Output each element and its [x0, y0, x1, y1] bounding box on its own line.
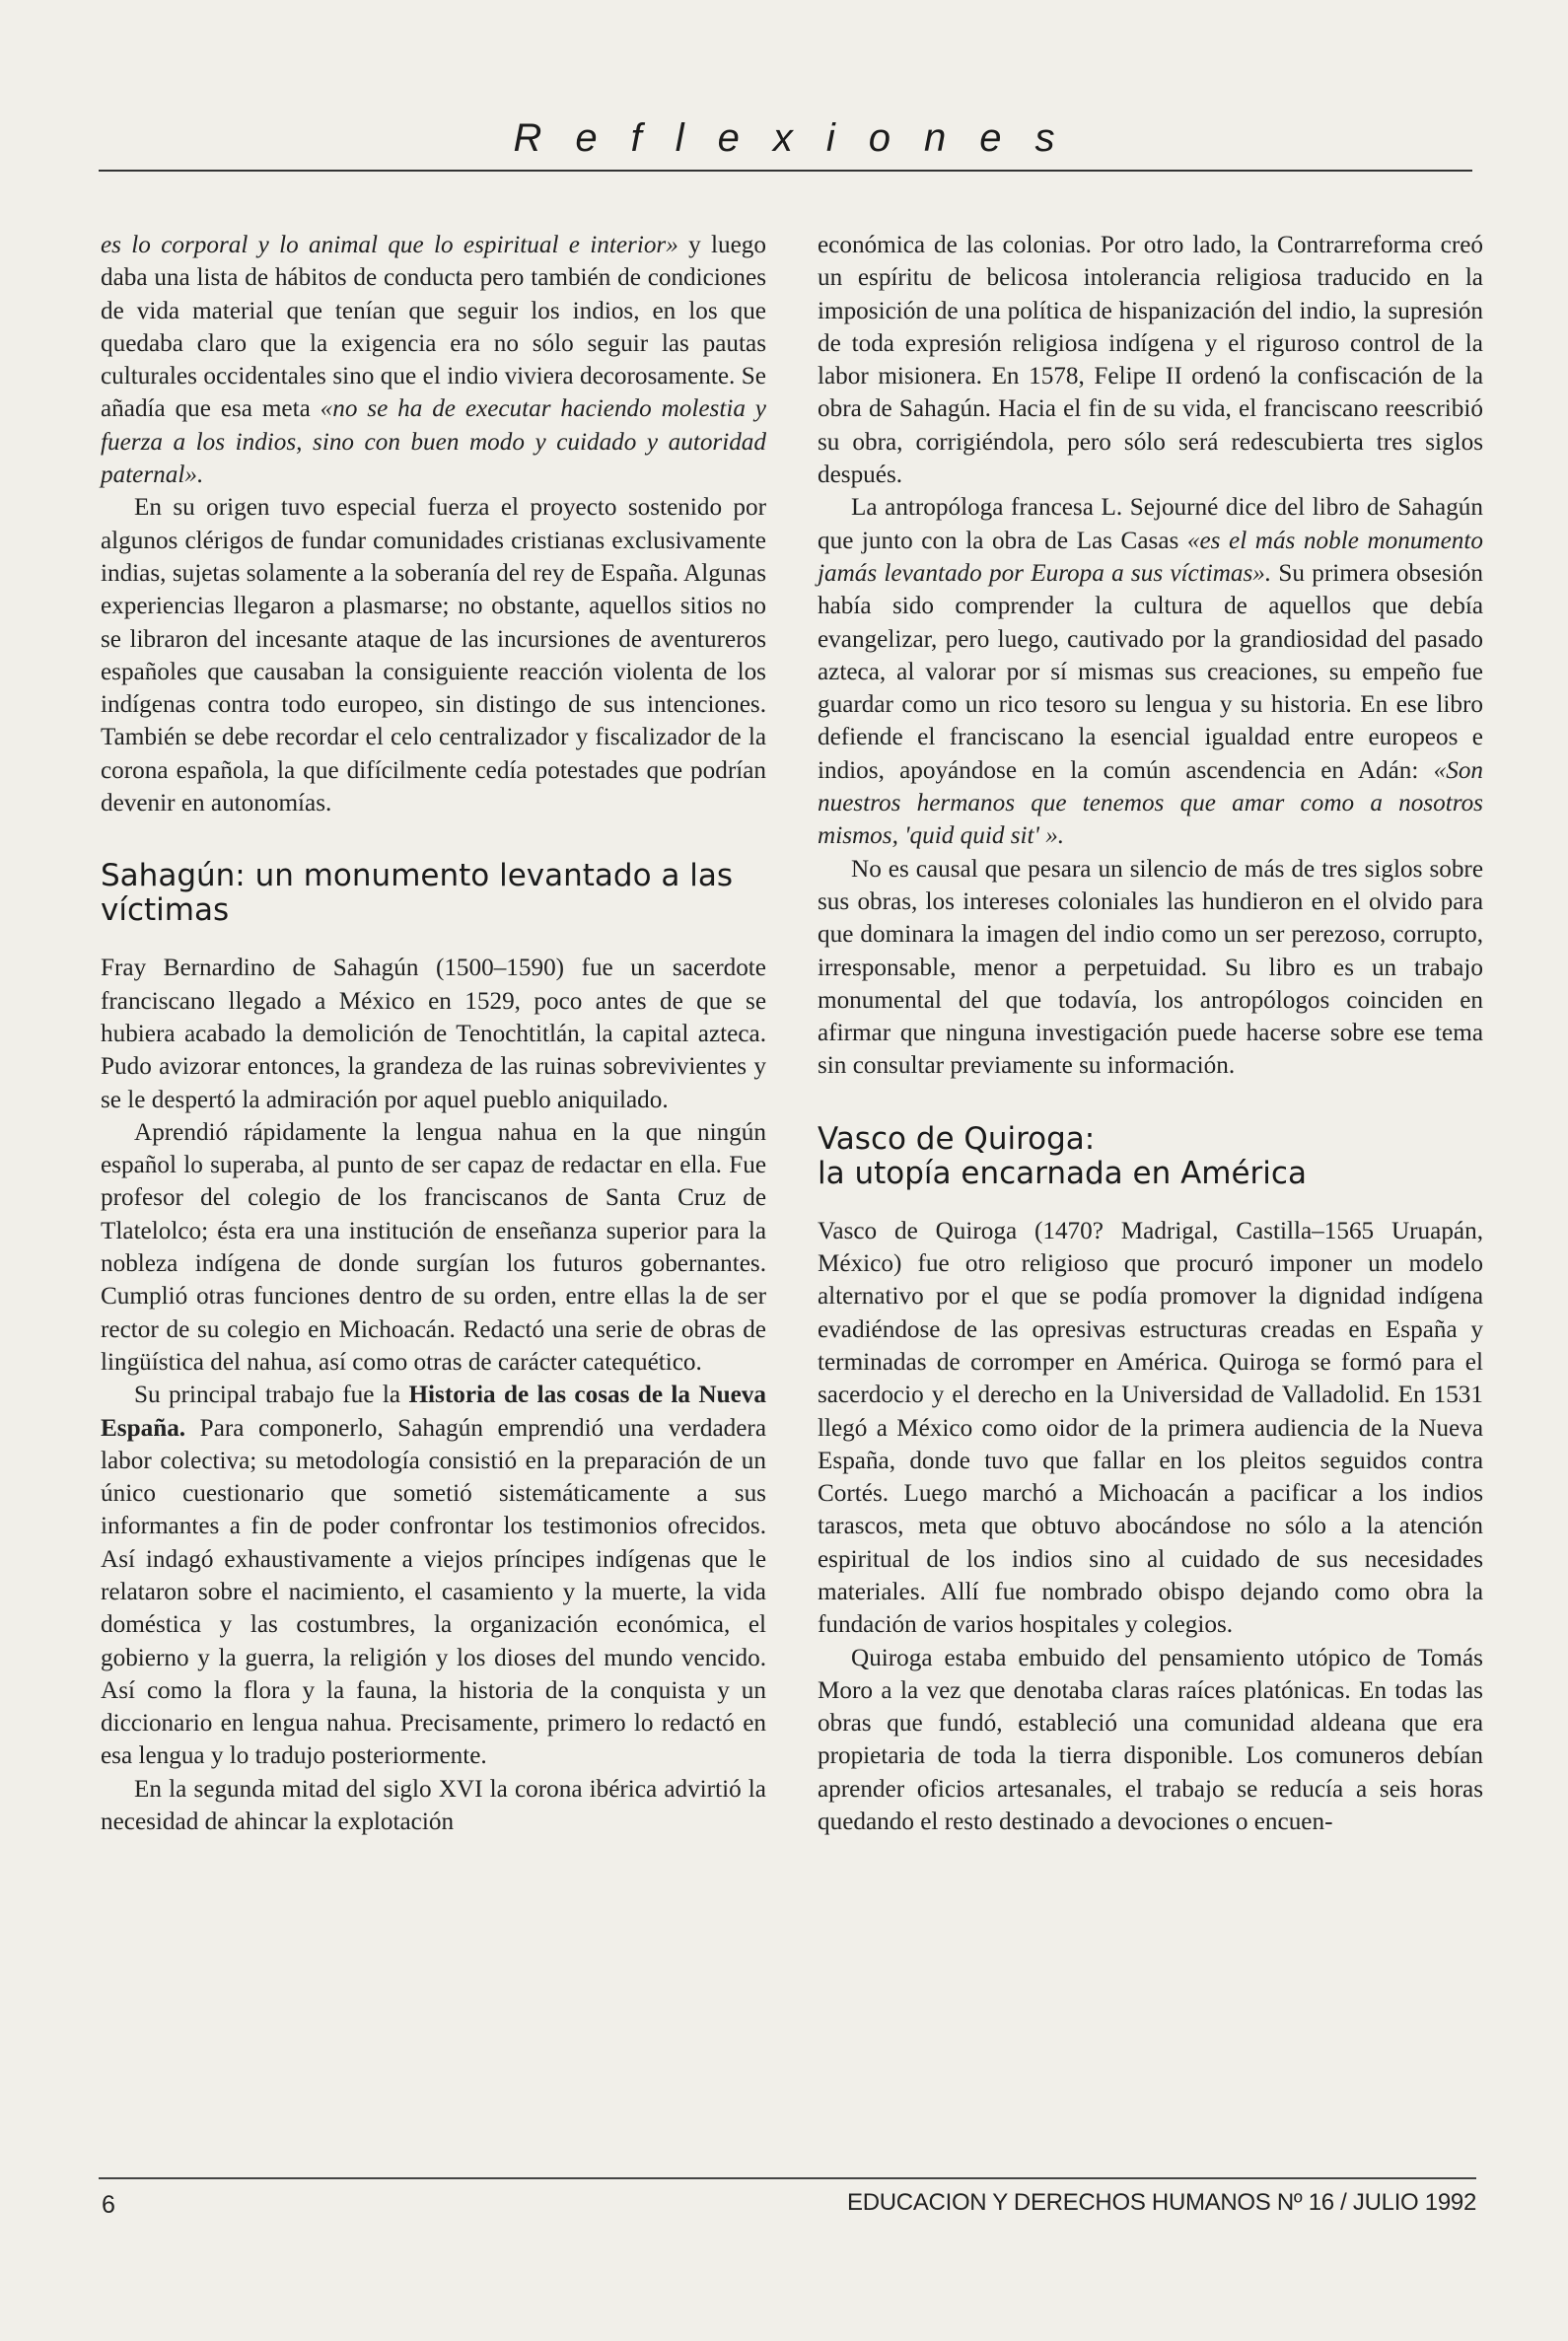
heading-line: Vasco de Quiroga:	[818, 1120, 1096, 1157]
page-number: 6	[102, 2191, 115, 2219]
text: La antropóloga francesa L. Sejourné dice del libro de Sahagún que junto con la obra de Las Casas	[818, 494, 1483, 554]
book-title: Historia de las cosas de la Nueva España.	[101, 1382, 766, 1442]
publication-footer: EDUCACION Y DERECHOS HUMANOS Nº 16 / JULIO 1992	[847, 2189, 1476, 2216]
paragraph: En su origen tuvo especial fuerza el proyecto sostenido por algunos clérigos de fundar comunidades cristianas exclusivamente indias, sujetas solamente a la soberanía del rey de España. Algunas experiencias llegaron a plasmarse; no obstante, aquellos sitios no se libraron del incesante ataque de las incursiones de aventureros españoles que causaban la consiguiente reacción violenta de los indígenas contra todo europeo, sin distingo de sus intenciones. También se debe recordar el celo centralizador y fiscalizador de la corona española, la que difícilmente cedía potestades que podrían devenir en autonomías.	[101, 494, 766, 817]
section-heading: Sahagún: un monumento levantado a las víctimas	[101, 858, 734, 929]
quote: es lo corporal y lo animal que lo espiritual e interior»	[101, 232, 678, 258]
quote: «es el más noble monumento jamás levantado por Europa a sus víctimas».	[818, 527, 1483, 587]
paragraph	[818, 491, 1483, 852]
paragraph	[101, 229, 766, 491]
header-rule	[99, 170, 1472, 172]
text: Su principal trabajo fue la	[134, 1382, 409, 1409]
heading-line: la utopía encarnada en América	[818, 1155, 1307, 1191]
text: Para componerlo, Sahagún emprendió una verdadera labor colectiva; su metodología consistió en la preparación de un único cuestionario que sometió sistemáticamente a sus informantes a fin de poder confrontar los testimonios ofrecidos. Así indagó exhaustivamente a viejos príncipes indígenas que le relataron sobre el nacimiento, el casamiento y la muerte, la vida doméstica y las costumbres, la organización económica, el gobierno y la guerra, la religión y los dioses del mundo vencido. Así como la flora y la fauna, la historia de la conquista y un diccionario en lengua nahua. Precisamente, primero lo redactó en esa lengua y lo tradujo posteriormente.	[101, 1414, 766, 1770]
section-heading	[818, 1122, 1483, 1191]
paragraph	[101, 1379, 766, 1773]
text: y luego daba una lista de hábitos de conducta pero también de condiciones de vida material que tenían que seguir los indios, en los que quedaba claro que la exigencia era no sólo seguir las pautas culturales occidentales sino que el indio viviera decorosamente. Se añadía que esa meta	[101, 232, 766, 423]
paragraph: En la segunda mitad del siglo XVI la corona ibérica advirtió la necesidad de ahincar la explotación	[101, 1775, 766, 1836]
quote: «Son nuestros hermanos que tenemos que amar como a nosotros mismos, 'quid quid sit' ».	[818, 756, 1483, 850]
left-column	[101, 229, 766, 1838]
paragraph: económica de las colonias. Por otro lado, la Contrarreforma creó un espíritu de belicosa intolerancia religiosa traducido en la imposición de una política de hispanización del indio, la supresión de toda expresión religiosa indígena y el riguroso control de la labor misionera. En 1578, Felipe II ordenó la confiscación de la obra de Sahagún. Hacia el fin de su vida, el franciscano reescribió su obra, corrigiéndola, pero sólo será redescubierta tres siglos después.	[818, 232, 1483, 489]
paragraph: Fray Bernardino de Sahagún (1500–1590) fue un sacerdote franciscano llegado a México en 1529, poco antes de que se hubiera acabado la demolición de Tenochtitlán, la capital azteca. Pudo avizorar entonces, la grandeza de las ruinas sobrevivientes y se le despertó la admiración por aquel pueblo aniquilado.	[101, 955, 766, 1113]
section-title: Reflexiones	[513, 116, 1089, 160]
paragraph: Vasco de Quiroga (1470? Madrigal, Castilla–1565 Uruapán, México) fue otro religioso que procuró imponer un modelo alternativo por el que se podía promover la dignidad indígena evadiéndose de las opresivas estructuras creadas en España y terminadas de corromper en América. Quiroga se formó para el sacerdocio y el derecho en la Universidad de Valladolid. En 1531 llegó a México como oidor de la primera audiencia de la Nueva España, donde tuvo que fallar en los pleitos seguidos contra Cortés. Luego marchó a Michoacán a pacificar a los indios tarascos, meta que obtuvo abocándose no sólo a la atención espiritual de los indios sino al cuidado de sus necesidades materiales. Allí fue nombrado obispo dejando como obra la fundación de varios hospitales y colegios.	[818, 1217, 1483, 1639]
footer-rule	[99, 2177, 1476, 2179]
quote: «no se ha de executar haciendo molestia y fuerza a los indios, sino con buen modo y cuidado y autoridad paternal».	[101, 395, 766, 489]
paragraph: Aprendió rápidamente la lengua nahua en la que ningún español lo superaba, al punto de ser capaz de redactar en ella. Fue profesor del colegio de los franciscanos de Santa Cruz de Tlatelolco; ésta era una institución de enseñanza superior para la nobleza indígena de donde surgían los futuros gobernantes. Cumplió otras funciones dentro de su orden, entre ellas la de ser rector de su colegio en Michoacán. Redactó una serie de obras de lingüística del nahua, así como otras de carácter catequético.	[101, 1118, 766, 1376]
paragraph: No es causal que pesara un silencio de más de tres siglos sobre sus obras, los intereses coloniales las hundieron en el olvido para que dominara la imagen del indio como un ser perezoso, corrupto, irresponsable, menor a perpetuidad. Su libro es un trabajo monumental del que todavía, los antropólogos coinciden en afirmar que ninguna investigación puede hacerse sobre ese tema sin consultar previamente su información.	[818, 855, 1483, 1080]
text: Su primera obsesión había sido comprender la cultura de aquellos que debía evangelizar, pero luego, cautivado por la grandiosidad del pasado azteca, al valorar por sí mismas sus creaciones, su empeño fue guardar como un rico tesoro su lengua y su historia. En ese libro defiende el franciscano la esencial igualdad entre europeos e indios, apoyándose en la común ascendencia en Adán:	[818, 559, 1483, 784]
right-column	[818, 229, 1483, 1838]
paragraph: Quiroga estaba embuido del pensamiento utópico de Tomás Moro a la vez que denotaba claras raíces platónicas. En todas las obras que fundó, estableció una comunidad aldeana que era propietaria de toda la tierra disponible. Los comuneros debían aprender oficios artesanales, el trabajo se reducía a seis horas quedando el resto destinado a devociones o encuen-	[818, 1644, 1483, 1836]
